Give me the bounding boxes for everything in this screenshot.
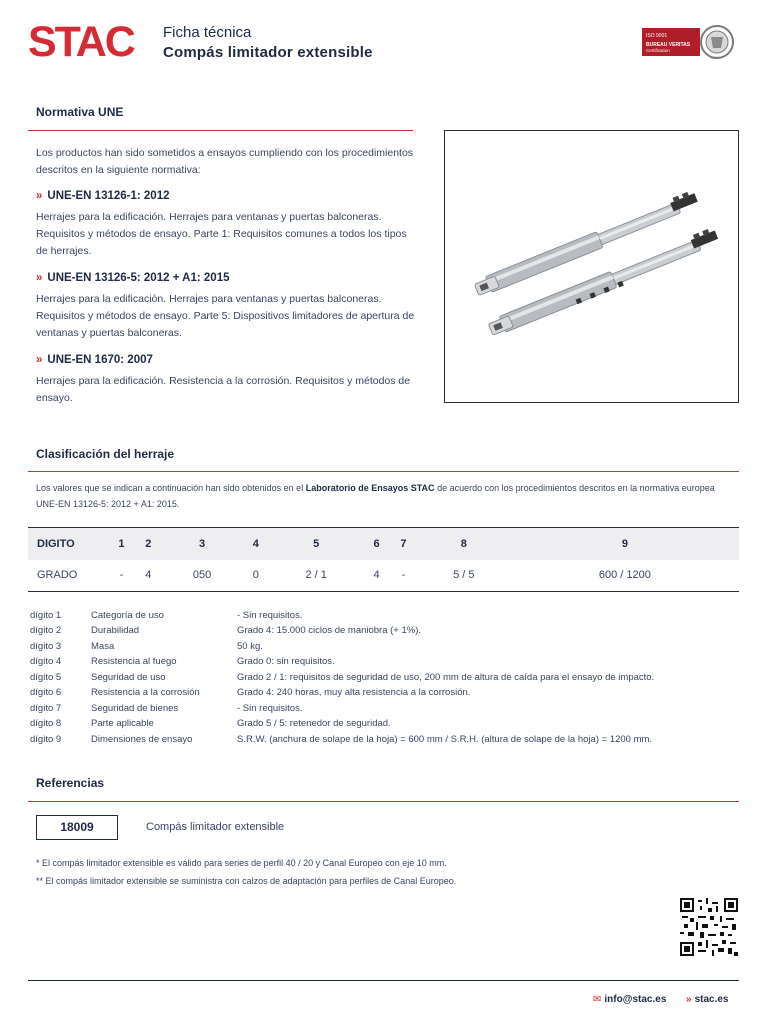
- reference-description: Compás limitador extensible: [146, 821, 285, 833]
- reference-code: 18009: [36, 815, 118, 840]
- table-header-cell: 4: [242, 528, 269, 560]
- digit-detail-row: dígito 3 Masa 50 kg.: [30, 641, 263, 652]
- table-header-row: [28, 528, 739, 560]
- table-cell: -: [390, 560, 417, 592]
- svg-text:BUREAU VERITAS: BUREAU VERITAS: [646, 42, 691, 48]
- table-header-cell: 9: [511, 528, 739, 560]
- table-header-cell: 7: [390, 528, 417, 560]
- digit-detail-row: dígito 1 Categoría de uso - Sin requisitos.: [30, 610, 303, 621]
- clasificacion-intro: Los valores que se indican a continuación han sido obtenidos en el Laboratorio de Ensayos STAC de acuerdo con los procedimientos descritos en la normativa europea UNE-EN 13126-5: 2012 + A1: 2015.: [36, 483, 715, 509]
- table-cell: 4: [135, 560, 162, 592]
- section-divider: [28, 471, 739, 472]
- section-divider: [28, 130, 413, 131]
- table-header-cell: 6: [363, 528, 390, 560]
- table-cell: 050: [162, 560, 243, 592]
- footnote: * El compás limitador extensible es válido para series de perfil 40 / 20 y Canal Europeo con eje 10 mm.: [36, 858, 447, 868]
- standard-description: Herrajes para la edificación. Resistencia a la corrosión. Requisitos y métodos de ensayo.: [36, 375, 411, 404]
- table-cell: -: [108, 560, 135, 592]
- document-type: Ficha técnica: [163, 24, 252, 41]
- envelope-icon: ✉: [593, 994, 602, 1005]
- qr-code[interactable]: [680, 898, 738, 956]
- chevron-icon: »: [686, 994, 692, 1005]
- table-header-cell: 2: [135, 528, 162, 560]
- svg-text:ISO 9001: ISO 9001: [646, 33, 668, 39]
- section-divider: [28, 801, 739, 802]
- table-header-cell: 1: [108, 528, 135, 560]
- product-photo: [444, 130, 739, 403]
- standard-description: Herrajes para la edificación. Herrajes para ventanas y puertas balconeras. Requisitos y métodos de ensayo. Parte 5: Dispositivos limitadores de apertura de ventanas y puertas balconeras.: [36, 293, 415, 339]
- standard-code: » UNE-EN 1670: 2007: [36, 354, 153, 366]
- digit-detail-row: dígito 6 Resistencia a la corrosión Grado 4: 240 horas, muy alta resistencia a la corrosión.: [30, 687, 471, 698]
- chevron-icon: »: [36, 190, 43, 202]
- standard-code: » UNE-EN 13126-5: 2012 + A1: 2015: [36, 272, 230, 284]
- section-title-normativa: Normativa UNE: [36, 105, 124, 119]
- chevron-icon: »: [36, 272, 43, 284]
- email-link[interactable]: ✉ info@stac.es: [593, 994, 667, 1005]
- table-cell: 4: [363, 560, 390, 592]
- table-row-label: GRADO: [28, 560, 108, 592]
- table-cell: 600 / 1200: [511, 560, 739, 592]
- table-cell: 0: [242, 560, 269, 592]
- table-header-label: DIGITO: [28, 528, 108, 560]
- standard-description: Herrajes para la edificación. Herrajes para ventanas y puertas balconeras. Requisitos y métodos de ensayo. Parte 1: Requisitos comunes a todos los tipos de herrajes.: [36, 211, 407, 257]
- digit-detail-row: dígito 5 Seguridad de uso Grado 2 / 1: requisitos de seguridad de uso, 200 mm de altura de caída para el ensayo de impacto.: [30, 672, 655, 683]
- website-link[interactable]: » stac.es: [686, 994, 729, 1005]
- chevron-icon: »: [36, 354, 43, 366]
- digit-detail-row: dígito 4 Resistencia al fuego Grado 0: sin requisitos.: [30, 656, 335, 667]
- svg-text:Certification: Certification: [646, 48, 670, 53]
- table-header-cell: 3: [162, 528, 243, 560]
- footer-divider: [28, 980, 739, 981]
- digit-detail-row: dígito 8 Parte aplicable Grado 5 / 5: retenedor de seguridad.: [30, 718, 391, 729]
- svg-text:1828: 1828: [710, 55, 720, 60]
- bureau-veritas-cert-badge: [642, 20, 734, 64]
- product-title: Compás limitador extensible: [163, 44, 373, 61]
- stac-logo: [28, 20, 146, 64]
- footnote: ** El compás limitador extensible se suministra con calzos de adaptación para perfiles de Canal Europeo.: [36, 876, 457, 886]
- classification-table: [28, 527, 739, 592]
- section-title-referencias: Referencias: [36, 776, 105, 790]
- table-row: [28, 560, 739, 592]
- table-header-cell: 8: [417, 528, 511, 560]
- table-cell: 2 / 1: [269, 560, 363, 592]
- digit-detail-row: dígito 9 Dimensiones de ensayo S.R.W. (anchura de solape de la hoja) = 600 mm / S.R.H. (altura de solape de la hoja) = 1200 mm.: [30, 734, 653, 745]
- digit-detail-row: dígito 7 Seguridad de bienes - Sin requisitos.: [30, 703, 303, 714]
- table-header-cell: 5: [269, 528, 363, 560]
- normativa-intro: Los productos han sido sometidos a ensayos cumpliendo con los procedimientos descritos en la siguiente normativa:: [36, 147, 414, 176]
- section-title-clasificacion: Clasificación del herraje: [36, 447, 175, 461]
- digit-detail-row: dígito 2 Durabilidad Grado 4: 15.000 ciclos de maniobra (+ 1%).: [30, 625, 422, 636]
- table-cell: 5 / 5: [417, 560, 511, 592]
- svg-text:STAC: STAC: [28, 20, 134, 64]
- standard-code: » UNE-EN 13126-1: 2012: [36, 190, 170, 202]
